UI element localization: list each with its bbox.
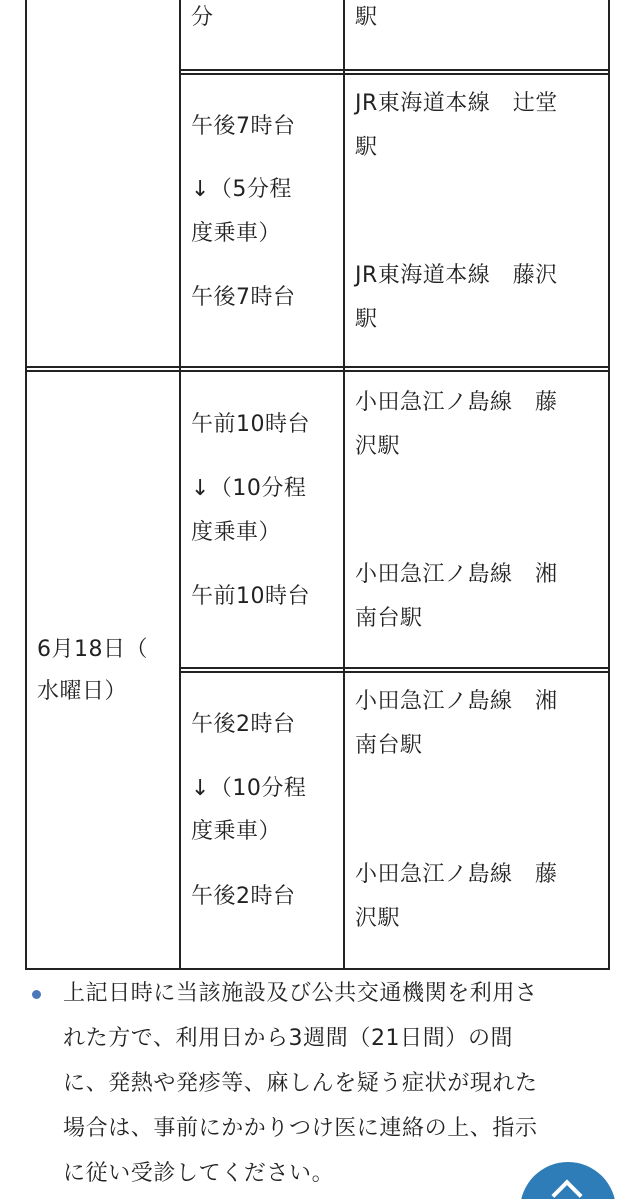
cell-time-partial: 分 — [191, 5, 214, 30]
cell-date: 水曜日） — [37, 679, 128, 704]
row-divider — [179, 73, 610, 75]
cell-time-to: 午後2時台 — [191, 884, 296, 909]
table-border-col1 — [179, 0, 181, 970]
cell-duration: 度乗車） — [191, 819, 282, 844]
cell-station-to: 南台駅 — [355, 606, 423, 631]
cell-station-from: 駅 — [355, 135, 378, 160]
cell-duration: ↓（5分程 — [191, 177, 292, 202]
table-border-left — [25, 0, 27, 970]
cell-station-to: 小田急江ノ島線 藤 — [355, 862, 558, 887]
row-divider — [179, 69, 610, 71]
cell-station-from: 小田急江ノ島線 藤 — [355, 390, 558, 415]
cell-time-to: 午後7時台 — [191, 285, 296, 310]
cell-station-to: 駅 — [355, 307, 378, 332]
cell-time-from: 午後7時台 — [191, 114, 296, 139]
cell-duration: 度乗車） — [191, 520, 282, 545]
notice-text: に、発熱や発疹等、麻しんを疑う症状が現れた — [63, 1071, 538, 1096]
cell-station-to: 小田急江ノ島線 湘 — [355, 562, 558, 587]
cell-date: 6月18日（ — [37, 637, 148, 662]
cell-duration: 度乗車） — [191, 221, 282, 246]
row-divider — [179, 667, 610, 669]
row-divider — [25, 370, 610, 372]
cell-station-from: 南台駅 — [355, 733, 423, 758]
cell-duration: ↓（10分程 — [191, 776, 307, 801]
table-border-right — [608, 0, 610, 970]
cell-time-from: 午後2時台 — [191, 712, 296, 737]
table-border-bottom — [25, 968, 610, 970]
cell-duration: ↓（10分程 — [191, 476, 307, 501]
cell-station-from: JR東海道本線 辻堂 — [355, 91, 558, 116]
cell-station-partial: 駅 — [355, 5, 378, 30]
scroll-top-button[interactable] — [520, 1162, 616, 1199]
row-divider — [25, 366, 610, 368]
notice-text: れた方で、利用日から3週間（21日間）の間 — [63, 1026, 514, 1051]
notice-text: 場合は、事前にかかりつけ医に連絡の上、指示 — [63, 1116, 538, 1141]
bullet-dot-icon — [32, 990, 41, 999]
chevron-up-icon — [551, 1179, 582, 1199]
cell-station-from: 沢駅 — [355, 434, 401, 459]
table-border-col2 — [343, 0, 345, 970]
notice-text: に従い受診してください。 — [63, 1161, 335, 1186]
cell-station-to: JR東海道本線 藤沢 — [355, 263, 558, 288]
row-divider — [179, 671, 610, 673]
cell-time-from: 午前10時台 — [191, 412, 310, 437]
cell-station-to: 沢駅 — [355, 906, 401, 931]
notice-text: 上記日時に当該施設及び公共交通機関を利用さ — [63, 981, 538, 1006]
cell-time-to: 午前10時台 — [191, 584, 310, 609]
cell-station-from: 小田急江ノ島線 湘 — [355, 689, 558, 714]
